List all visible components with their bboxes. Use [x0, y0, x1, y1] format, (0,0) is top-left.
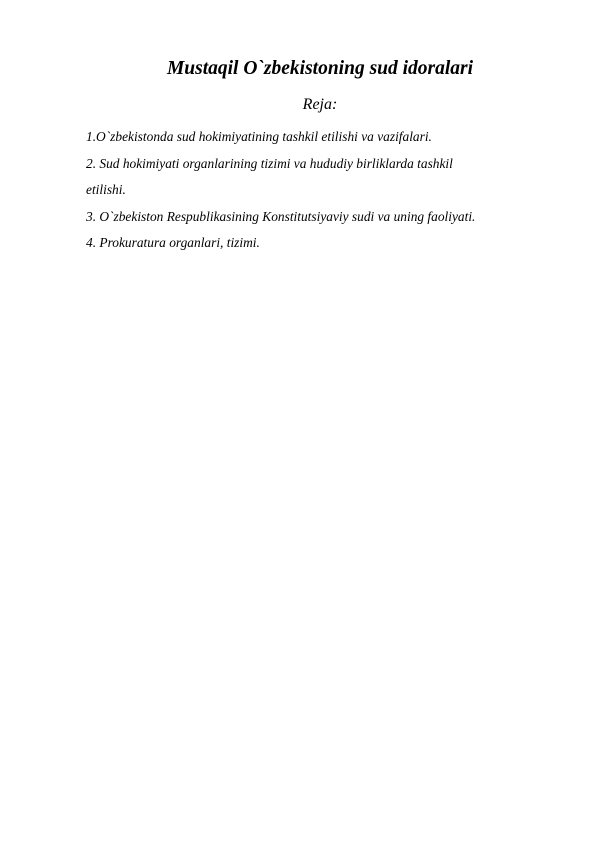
plan-item: [86, 151, 566, 204]
document-title: Mustaqil O`zbekistoning sud idoralari: [166, 58, 474, 79]
plan-item-text: 2. Sud hokimiyati organlarining tizimi va hududiy birliklarda tashkil: [86, 155, 453, 171]
plan-list: [86, 124, 566, 257]
plan-heading: Reja:: [302, 96, 338, 113]
plan-item-text: 3. O`zbekiston Respublikasining Konstitutsiyaviy sudi va uning faoliyati.: [86, 208, 476, 224]
plan-item-text: 4. Prokuratura organlari, tizimi.: [86, 235, 260, 250]
plan-item-text-continuation: etilishi.: [86, 182, 126, 197]
plan-item: [86, 230, 566, 257]
plan-item-text: 1.O`zbekistonda sud hokimiyatining tashkil etilishi va vazifalari.: [86, 129, 432, 144]
plan-item: [86, 124, 566, 151]
plan-item: [86, 204, 566, 231]
